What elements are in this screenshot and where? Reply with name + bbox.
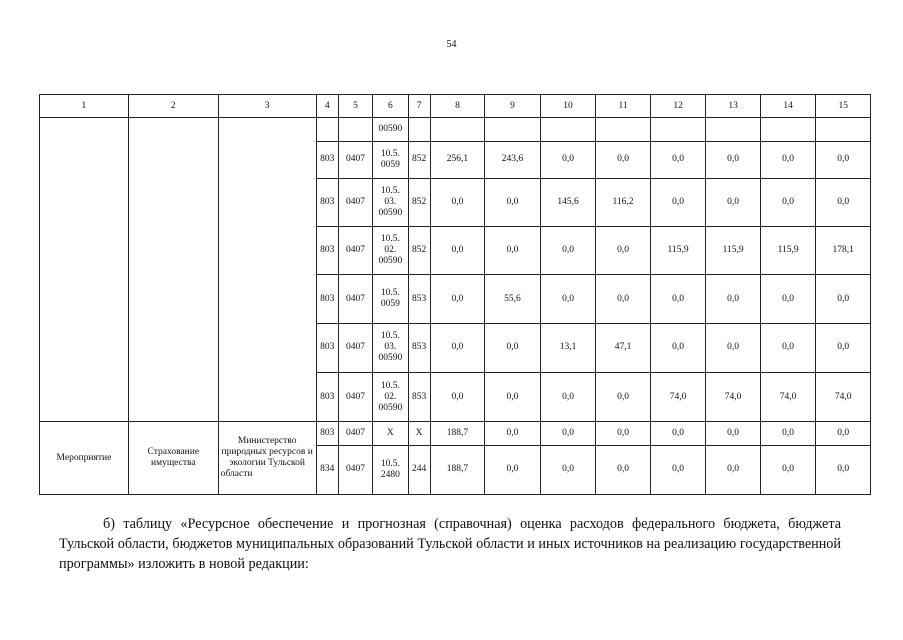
table-cell: 178,1	[816, 226, 871, 274]
table-cell: 0,0	[430, 275, 485, 323]
table-cell: 803	[316, 275, 338, 323]
table-cell	[650, 118, 706, 142]
table-cell: 0,0	[430, 226, 485, 274]
table-cell: X	[373, 422, 408, 445]
table-cell: 0,0	[485, 373, 541, 422]
table-cell: 0,0	[540, 373, 596, 422]
table-cell: 0,0	[706, 323, 761, 372]
status-cell: Мероприятие	[40, 422, 129, 495]
table-cell	[485, 118, 541, 142]
header-cell: 7	[408, 95, 430, 118]
table-cell: 0407	[338, 422, 372, 445]
table-cell: 74,0	[816, 373, 871, 422]
table-cell: 244	[408, 445, 430, 494]
table-cell: 0,0	[485, 445, 541, 494]
table-cell: 0,0	[650, 275, 706, 323]
table-cell: 0,0	[706, 178, 761, 226]
table-cell: 115,9	[650, 226, 706, 274]
table-cell: 0,0	[430, 178, 485, 226]
table-cell: 74,0	[650, 373, 706, 422]
table-cell: 803	[316, 373, 338, 422]
table-cell: X	[408, 422, 430, 445]
header-cell: 1	[40, 95, 129, 118]
table-cell: 853	[408, 323, 430, 372]
table-cell: 74,0	[706, 373, 761, 422]
table-cell	[540, 118, 596, 142]
table-row	[40, 118, 871, 142]
amendment-paragraph: б) таблицу «Ресурсное обеспечение и прогнозная (справочная) оценка расходов федерального бюджета, бюджета Тульской области, бюджетов муниципальных образований Тульской области и иных источников на реализацию государственной программы» изложить в новой редакции:	[59, 516, 841, 572]
table-cell: 0,0	[430, 373, 485, 422]
table-cell: 0,0	[706, 275, 761, 323]
header-cell: 15	[816, 95, 871, 118]
table-cell: 0,0	[485, 323, 541, 372]
table-cell: 834	[316, 445, 338, 494]
table-cell: 10.5. 02. 00590	[373, 373, 408, 422]
table-cell: 115,9	[760, 226, 816, 274]
table-cell: 803	[316, 323, 338, 372]
header-cell: 9	[485, 95, 541, 118]
table-cell: 0,0	[485, 226, 541, 274]
table-cell: 10.5. 03. 00590	[373, 323, 408, 372]
table-cell: 0,0	[650, 323, 706, 372]
table-cell: 0,0	[760, 422, 816, 445]
table-cell: 852	[408, 178, 430, 226]
table-cell: 803	[316, 226, 338, 274]
table-cell: 0,0	[706, 142, 761, 178]
header-cell: 13	[706, 95, 761, 118]
table-cell: 10.5. 03. 00590	[373, 178, 408, 226]
table-cell	[408, 118, 430, 142]
table-cell	[706, 118, 761, 142]
table-cell: 13,1	[540, 323, 596, 372]
table-cell: 0,0	[816, 178, 871, 226]
table-cell: 0407	[338, 142, 372, 178]
table-cell: 0,0	[650, 142, 706, 178]
table-cell: 0407	[338, 373, 372, 422]
header-cell: 11	[596, 95, 651, 118]
table-cell: 803	[316, 422, 338, 445]
table-cell: 0,0	[760, 445, 816, 494]
table-cell: 0,0	[760, 178, 816, 226]
table-row	[40, 422, 871, 445]
table-cell: 74,0	[760, 373, 816, 422]
table-cell	[128, 118, 218, 422]
table-cell: 803	[316, 142, 338, 178]
table-cell: 0,0	[596, 445, 651, 494]
table-cell: 10.5. 0059	[373, 142, 408, 178]
table-cell: 0407	[338, 323, 372, 372]
table-cell	[760, 118, 816, 142]
table-cell: 256,1	[430, 142, 485, 178]
table-cell: 10.5. 02. 00590	[373, 226, 408, 274]
table-cell: 0,0	[596, 275, 651, 323]
table-cell: 115,9	[706, 226, 761, 274]
header-cell: 2	[128, 95, 218, 118]
table-cell: 0,0	[540, 226, 596, 274]
table-cell: 10.5. 2480	[373, 445, 408, 494]
table-cell: 0,0	[596, 422, 651, 445]
table-cell: 0,0	[760, 275, 816, 323]
table-cell: 116,2	[596, 178, 651, 226]
table-cell: 0,0	[760, 142, 816, 178]
table-cell: 0,0	[540, 422, 596, 445]
table-cell: 0407	[338, 226, 372, 274]
table-cell: 0,0	[540, 275, 596, 323]
table-cell: 10.5. 0059	[373, 275, 408, 323]
table-cell	[218, 118, 316, 422]
table-cell: 0,0	[540, 142, 596, 178]
table-cell: 188,7	[430, 445, 485, 494]
table-cell: 55,6	[485, 275, 541, 323]
table-cell: 0,0	[485, 422, 541, 445]
executor-cell: Министерство природных ресурсов и экологии Тульской области	[218, 422, 316, 495]
table-cell: 852	[408, 142, 430, 178]
budget-table	[39, 94, 871, 495]
table-cell: 0,0	[816, 422, 871, 445]
table-cell: 853	[408, 373, 430, 422]
table-cell: 0,0	[650, 422, 706, 445]
header-cell: 4	[316, 95, 338, 118]
measure-name-cell: Страхование имущества	[128, 422, 218, 495]
table-cell: 0,0	[596, 226, 651, 274]
table-cell: 0,0	[816, 323, 871, 372]
table-cell	[816, 118, 871, 142]
page-number: 54	[446, 39, 457, 50]
header-cell: 8	[430, 95, 485, 118]
table-cell: 803	[316, 178, 338, 226]
table-cell	[316, 118, 338, 142]
table-cell: 853	[408, 275, 430, 323]
table-cell: 47,1	[596, 323, 651, 372]
table-cell: 0,0	[816, 275, 871, 323]
header-cell: 10	[540, 95, 596, 118]
table-cell	[40, 118, 129, 422]
table-cell: 0,0	[816, 142, 871, 178]
table-cell: 188,7	[430, 422, 485, 445]
header-cell: 12	[650, 95, 706, 118]
table-cell: 0407	[338, 275, 372, 323]
table-cell: 0,0	[816, 445, 871, 494]
header-cell: 14	[760, 95, 816, 118]
table-cell: 0407	[338, 178, 372, 226]
table-cell: 0,0	[760, 323, 816, 372]
table-cell: 0,0	[485, 178, 541, 226]
table-cell: 0407	[338, 445, 372, 494]
table-cell: 0,0	[540, 445, 596, 494]
table-cell: 0,0	[596, 373, 651, 422]
table-cell: 0,0	[650, 178, 706, 226]
table-cell: 0,0	[650, 445, 706, 494]
table-cell: 0,0	[430, 323, 485, 372]
table-cell	[338, 118, 372, 142]
table-cell: 145,6	[540, 178, 596, 226]
table-cell: 243,6	[485, 142, 541, 178]
table-cell	[596, 118, 651, 142]
table-cell: 0,0	[706, 422, 761, 445]
header-cell: 6	[373, 95, 408, 118]
table-cell: 00590	[373, 118, 408, 142]
table-cell	[430, 118, 485, 142]
header-cell: 3	[218, 95, 316, 118]
table-cell: 852	[408, 226, 430, 274]
table-cell: 0,0	[596, 142, 651, 178]
header-row	[40, 95, 871, 118]
header-cell: 5	[338, 95, 372, 118]
table-cell: 0,0	[706, 445, 761, 494]
